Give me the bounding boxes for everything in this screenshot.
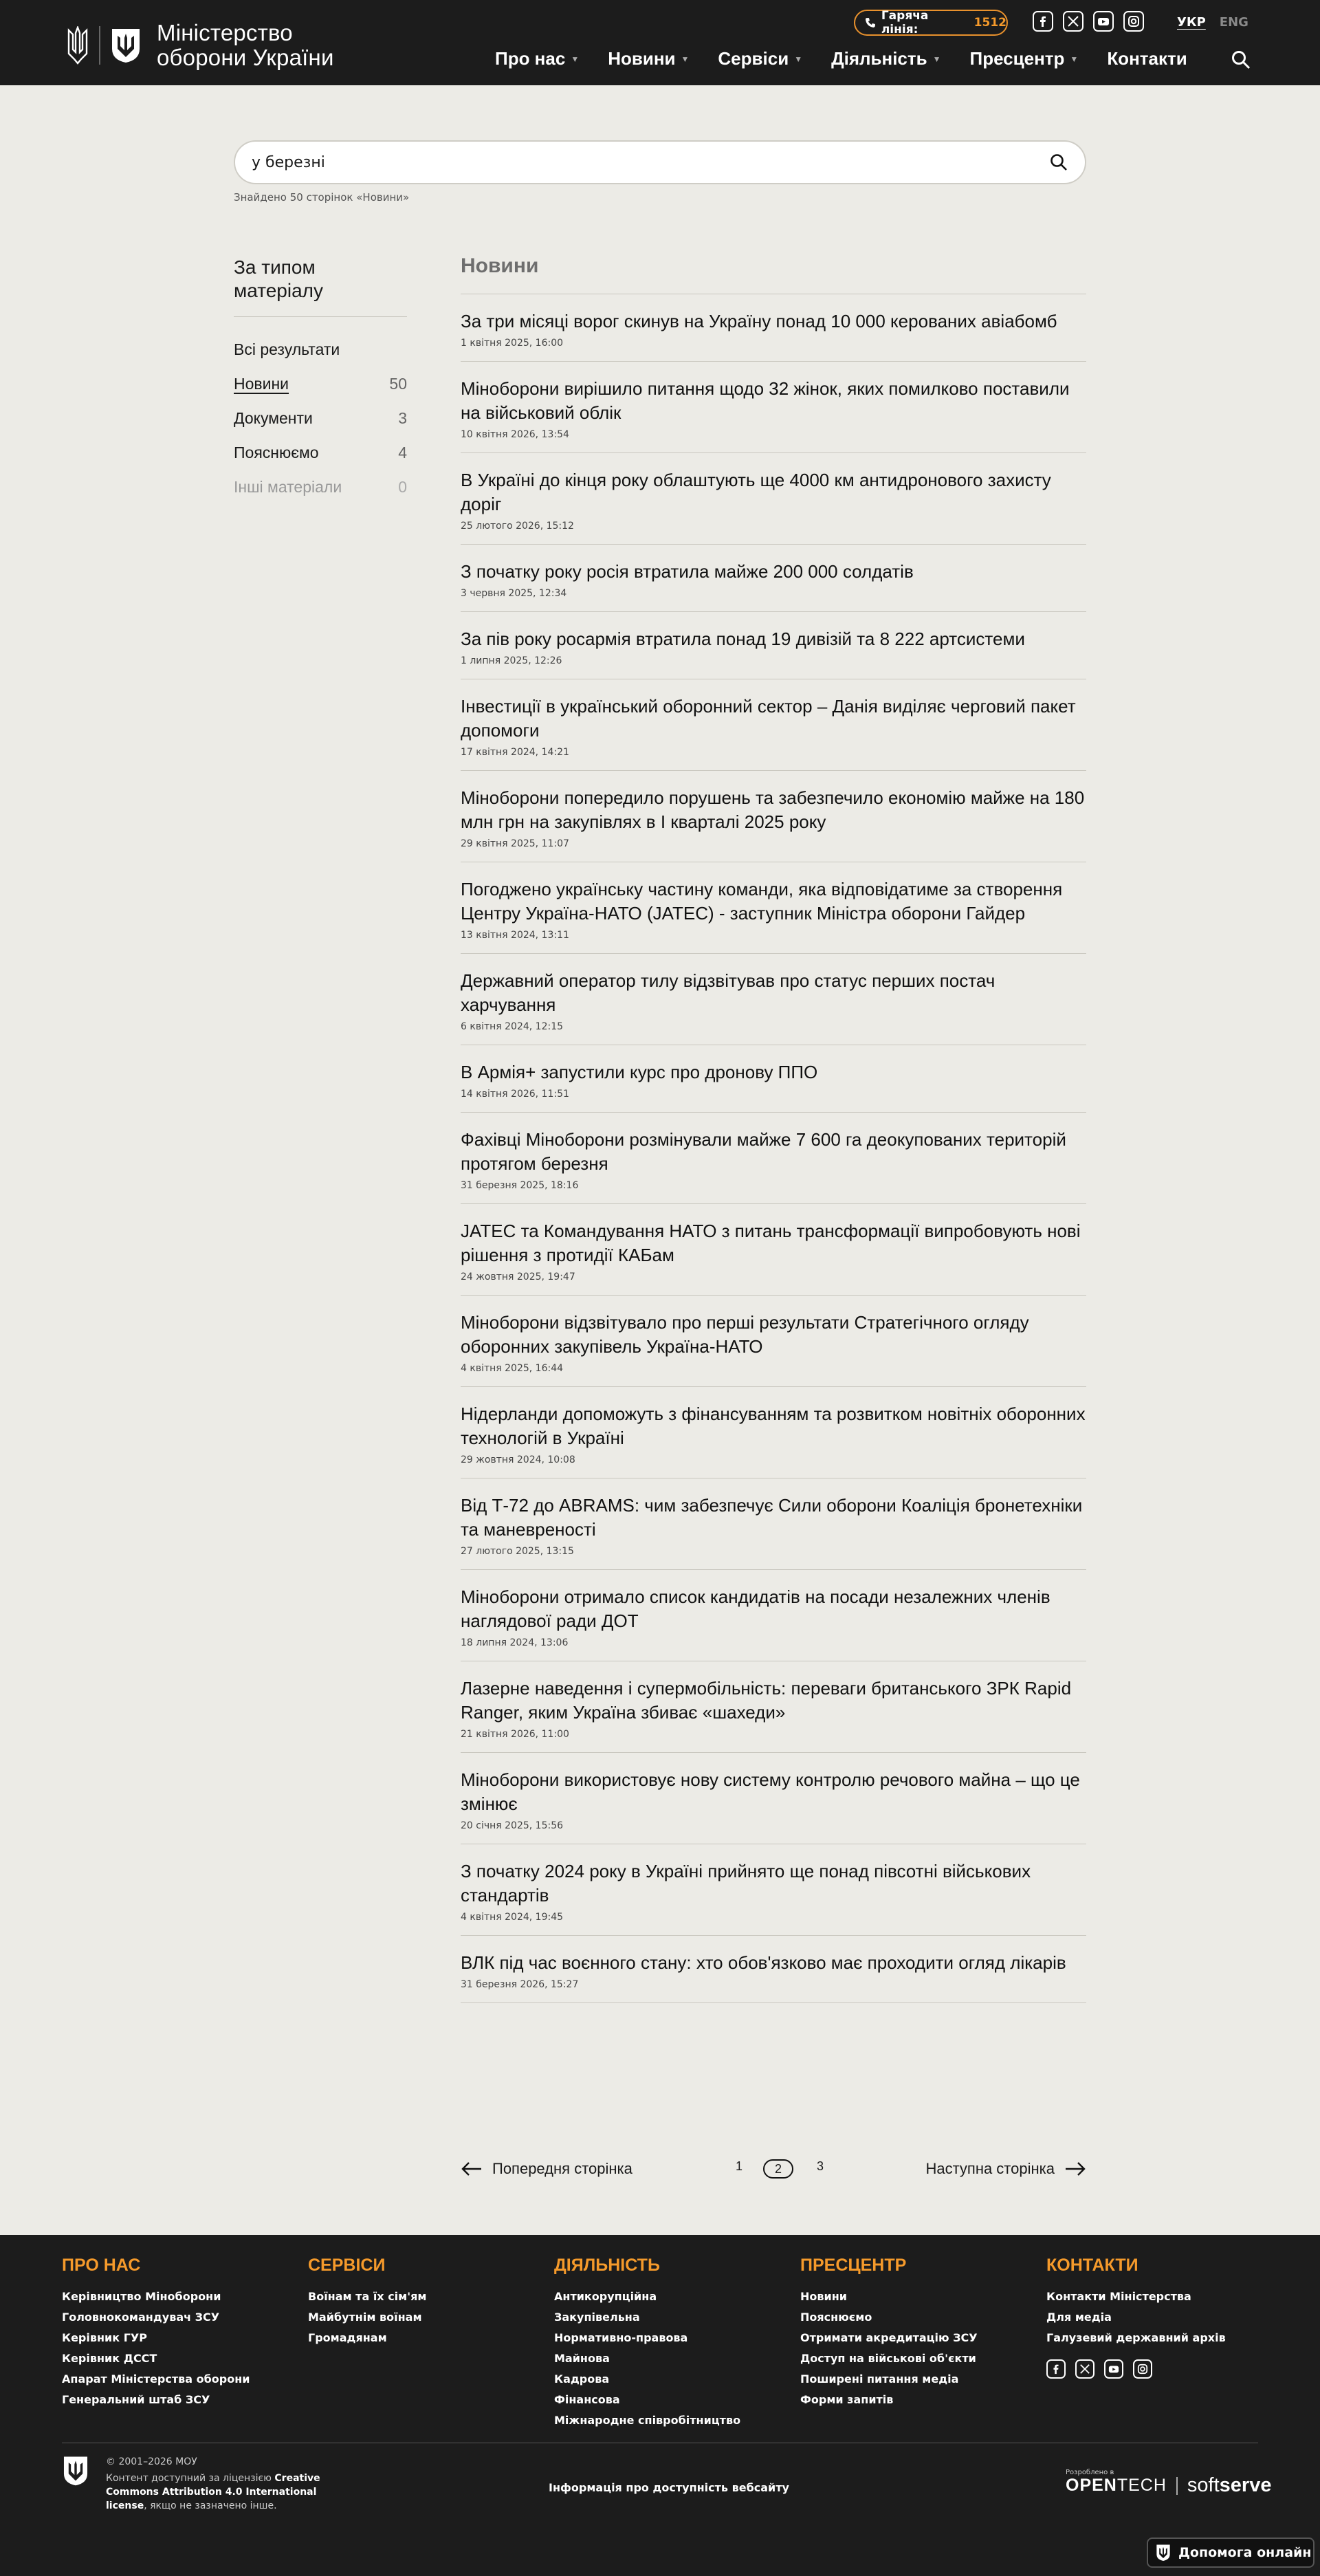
opentech-logo[interactable] [1066,2476,1167,2496]
filter-all[interactable] [234,332,407,367]
result-item[interactable] [461,362,1086,453]
result-item[interactable] [461,1478,1086,1570]
footer-link[interactable]: Антикорупційна [554,2290,657,2303]
filter-label: Інші матеріали [234,477,342,496]
result-item[interactable] [461,1204,1086,1296]
result-date: 29 жовтня 2024, 10:08 [461,1454,575,1465]
result-title: Від Т-72 до ABRAMS: чим забезпечує Сили оборони Коаліція бронетехніки та маневреності [461,1495,1083,1540]
hotline-label: Гаряча лінія: [881,9,929,36]
filter-other [234,470,407,504]
footer-link[interactable]: Новини [800,2290,847,2303]
pagination [461,2155,1086,2183]
result-title: JATEC та Командування НАТО з питань трансформації випробовують нові рішення з протидії КАБам [461,1221,1081,1265]
result-date: 17 квітня 2024, 14:21 [461,747,569,758]
footer-link[interactable]: Майбутнім воїнам [308,2311,422,2324]
footer-legal [62,2455,353,2513]
hotline-button[interactable] [854,10,1008,36]
result-date: 25 лютого 2026, 15:12 [461,521,574,532]
search-icon[interactable] [1049,153,1068,172]
opentech-part-2: TECH [1116,2476,1167,2495]
opentech-part-1: OPEN [1066,2476,1117,2495]
result-item[interactable] [461,1753,1086,1844]
license-link[interactable]: Creative Commons Attribution 4.0 International license [106,2473,320,2511]
result-title: В Армія+ запустили курс про дронову ППО [461,1062,818,1082]
arrow-left-icon [461,2161,483,2176]
result-date: 4 квітня 2024, 19:45 [461,1912,564,1923]
main-nav [495,48,1216,69]
footer-col-activity [554,2256,781,2431]
result-date: 31 березня 2025, 18:16 [461,1180,579,1191]
nav-news[interactable] [608,48,689,69]
result-title: Державний оператор тилу відзвітував про статус перших постач харчування [461,970,996,1015]
result-date: 27 лютого 2025, 13:15 [461,1546,574,1557]
lang-eng[interactable]: ENG [1219,15,1248,30]
result-title: Міноборони отримало список кандидатів на посади незалежних членів наглядової ради ДОТ [461,1586,1050,1631]
filter-label: Пояснюємо [234,443,319,461]
page-1[interactable]: 1 [736,2159,743,2173]
result-item[interactable] [461,1045,1086,1113]
facebook-icon[interactable] [1046,2359,1066,2379]
help-online-label: Допомога онлайн [1178,2545,1312,2560]
footer-link[interactable]: Галузевий державний архів [1046,2331,1226,2344]
results-list [461,254,1086,2003]
result-item[interactable] [461,1570,1086,1661]
filter-label: Новини [234,374,289,393]
filter-count: 3 [398,408,407,427]
filter-label: Всі результати [234,340,340,358]
chevron-down-icon: ▼ [681,54,690,64]
result-title: Погоджено українську частину команди, яка відповідатиме за створення Центру Україна-НАТО (JATEC) - заступник Міністра оборони Гайдер [461,879,1063,924]
nav-label: Сервіси [718,48,789,69]
shield-icon [62,2455,89,2487]
footer-link[interactable]: Керівник ГУР [62,2331,147,2344]
shield-icon [110,27,142,64]
footer-link[interactable]: Для медіа [1046,2311,1112,2324]
nav-label: Пресцентр [969,48,1065,69]
result-title: Лазерне наведення і супермобільність: переваги британського ЗРК Rapid Ranger, яким Україна збиває «шахеди» [461,1678,1072,1723]
x-icon[interactable] [1075,2359,1094,2379]
result-title: ВЛК під час воєнного стану: хто обов'язково має проходити огляд лікарів [461,1952,1066,1973]
result-title: Міноборони вирішило питання щодо 32 жінок, яких помилково поставили на військовий облік [461,378,1070,423]
result-item[interactable] [461,612,1086,679]
footer-link[interactable]: Доступ на військові об'єкти [800,2352,976,2365]
next-page-label: Наступна сторінка [925,2160,1055,2177]
help-online-button[interactable] [1147,2537,1314,2568]
footer-col-presscenter [800,2256,1027,2410]
footer-col-title: ПРЕСЦЕНТР [800,2256,907,2275]
x-icon[interactable] [1063,11,1084,32]
logo-divider [1176,2477,1178,2495]
result-item[interactable] [461,1296,1086,1387]
footer-col-title: ПРО НАС [62,2256,141,2275]
footer-link[interactable]: Фінансова [554,2393,620,2406]
legal-text [106,2455,353,2513]
result-date: 29 квітня 2025, 11:07 [461,838,569,849]
result-title: В Україні до кінця року облаштують ще 4000 км антидронового захисту доріг [461,470,1051,514]
next-page-button[interactable] [925,2160,1086,2178]
result-title: З початку року росія втратила майже 200 000 солдатів [461,561,914,582]
filter-sidebar [234,256,407,504]
nav-services[interactable] [718,48,802,69]
hotline-number: 1512 [974,16,1006,30]
chevron-down-icon: ▼ [794,54,803,64]
footer-link[interactable]: Нормативно-правова [554,2331,688,2344]
result-title: Інвестиції в український оборонний сектор – Данія виділяє черговий пакет допомоги [461,696,1076,741]
result-title: Міноборони попередило порушень та забезпечило економію майже на 180 млн грн на закупівлях в І кварталі 2025 року [461,787,1085,832]
result-date: 6 квітня 2024, 12:15 [461,1021,564,1032]
result-item[interactable] [461,771,1086,862]
result-title: Нідерланди допоможуть з фінансуванням та розвитком новітніх оборонних технологій в Україні [461,1404,1086,1448]
result-title: За пів року росармія втратила понад 19 дивізій та 8 222 артсистеми [461,629,1025,649]
result-item[interactable] [461,679,1086,771]
nav-about[interactable] [495,48,579,69]
result-item[interactable] [461,1661,1086,1753]
footer-col-title: СЕРВІСИ [308,2256,386,2275]
chevron-down-icon: ▼ [932,54,941,64]
footer-link[interactable]: Апарат Міністерства оборони [62,2372,250,2386]
footer-col-services [308,2256,535,2348]
result-item[interactable] [461,862,1086,954]
lang-ukr[interactable]: УКР [1177,15,1206,30]
nav-presscenter[interactable] [970,48,1079,69]
footer-link[interactable]: Закупівельна [554,2311,640,2324]
result-date: 24 жовтня 2025, 19:47 [461,1271,575,1282]
license-prefix: Контент доступний за ліцензією [106,2473,275,2484]
logo-text [157,21,334,70]
footer-link[interactable]: Отримати акредитацію ЗСУ [800,2331,978,2344]
footer-link[interactable]: Генеральний штаб ЗСУ [62,2393,210,2406]
site-footer [0,2235,1320,2576]
nav-label: Про нас [495,48,566,69]
footer-col-title: КОНТАКТИ [1046,2256,1138,2275]
footer-col-title: ДІЯЛЬНІСТЬ [554,2256,660,2275]
arrow-right-icon [1064,2161,1086,2176]
prev-page-label: Попередня сторінка [492,2160,632,2177]
search-input[interactable]: у березні [252,153,325,171]
chevron-down-icon: ▼ [1070,54,1079,64]
chevron-down-icon: ▼ [571,54,580,64]
trident-icon [66,26,89,65]
result-item[interactable] [461,1936,1086,2003]
logo-line-1: Міністерство [157,20,293,45]
result-item[interactable] [461,453,1086,545]
result-title: Фахівці Міноборони розмінували майже 7 600 га деокупованих територій протягом березня [461,1129,1066,1174]
result-date: 4 квітня 2025, 16:44 [461,1363,564,1374]
footer-link[interactable]: Пояснюємо [800,2311,872,2324]
footer-link[interactable]: Міжнародне співробітництво [554,2414,741,2427]
footer-link[interactable]: Форми запитів [800,2393,894,2406]
copyright: © 2001–2026 МОУ [106,2456,197,2467]
filter-label: Документи [234,408,313,427]
developed-by-label: Розроблено в [1066,2469,1114,2476]
result-date: 10 квітня 2026, 13:54 [461,429,569,440]
filter-count: 4 [398,443,407,461]
footer-link[interactable]: Головнокомандувач ЗСУ [62,2311,220,2324]
footer-col-contacts [1046,2256,1273,2379]
youtube-icon[interactable] [1104,2359,1123,2379]
result-title: Міноборони використовує нову систему контролю речового майна – що це змінює [461,1769,1080,1814]
header-social-links [1033,11,1144,32]
result-date: 20 січня 2025, 15:56 [461,1820,564,1831]
site-header [0,0,1320,85]
result-date: 1 квітня 2025, 16:00 [461,338,564,349]
result-date: 13 квітня 2024, 13:11 [461,930,569,941]
result-date: 1 липня 2025, 12:26 [461,655,562,666]
instagram-icon[interactable] [1133,2359,1152,2379]
search-icon [1231,50,1251,70]
softserve-logo[interactable] [1187,2474,1272,2497]
developer-logos [1066,2469,1272,2497]
softserve-part-2: serve [1219,2474,1272,2496]
filter-explain[interactable] [234,435,407,470]
result-date: 14 квітня 2026, 11:51 [461,1089,569,1100]
page-2-current[interactable]: 2 [763,2159,793,2179]
facebook-icon[interactable] [1033,11,1053,32]
shield-icon [1155,2544,1172,2562]
result-date: 31 березня 2026, 15:27 [461,1979,579,1990]
result-item[interactable] [461,1844,1086,1936]
page-3[interactable]: 3 [817,2159,824,2173]
footer-link[interactable]: Контакти Міністерства [1046,2290,1191,2303]
footer-link[interactable]: Майнова [554,2352,610,2365]
nav-label: Новини [608,48,676,69]
result-title: Міноборони відзвітувало про перші результати Стратегічного огляду оборонних закупівель Україна-НАТО [461,1312,1029,1357]
nav-contacts[interactable] [1107,48,1187,69]
site-logo[interactable] [66,21,334,70]
accessibility-link[interactable]: Інформація про доступність вебсайту [549,2481,789,2494]
filter-news[interactable] [234,367,407,401]
youtube-icon[interactable] [1093,11,1114,32]
result-item[interactable] [461,1113,1086,1204]
result-date: 18 липня 2024, 13:06 [461,1637,569,1648]
filter-title: За типом матеріалу [234,256,407,317]
footer-link[interactable]: Громадянам [308,2331,387,2344]
nav-activity[interactable] [831,48,940,69]
footer-link[interactable]: Керівник ДССТ [62,2352,157,2365]
footer-link[interactable]: Кадрова [554,2372,610,2386]
footer-link[interactable]: Поширені питання медіа [800,2372,959,2386]
result-title: За три місяці ворог скинув на Україну понад 10 000 керованих авіабомб [461,311,1057,331]
filter-documents[interactable] [234,401,407,435]
search-results-count: Знайдено 50 сторінок «Новини» [234,191,410,204]
prev-page-button[interactable] [461,2160,632,2178]
result-item[interactable] [461,954,1086,1045]
phone-icon [865,17,876,28]
filter-count: 0 [398,477,407,496]
license-suffix: , якщо не зазначено інше. [144,2500,277,2511]
filter-count: 50 [389,374,407,393]
result-date: 21 квітня 2026, 11:00 [461,1729,569,1740]
footer-social-links [1046,2359,1273,2379]
footer-link[interactable]: Керівництво Міноборони [62,2290,221,2303]
logo-line-2: оборони України [157,45,334,70]
result-item[interactable] [461,294,1086,362]
softserve-part-1: soft [1187,2474,1220,2496]
result-title: З початку 2024 року в Україні прийнято ще понад півсотні військових стандартів [461,1861,1031,1906]
nav-label: Контакти [1107,48,1187,69]
language-switcher [1177,15,1248,30]
footer-link[interactable]: Воїнам та їх сім'ям [308,2290,427,2303]
results-heading: Новини [461,254,1086,294]
logo-divider [99,26,100,65]
nav-label: Діяльність [831,48,927,69]
search-field[interactable] [234,140,1086,184]
footer-col-about [62,2256,289,2410]
result-date: 3 червня 2025, 12:34 [461,588,567,599]
result-item[interactable] [461,545,1086,612]
result-item[interactable] [461,1387,1086,1478]
instagram-icon[interactable] [1123,11,1144,32]
